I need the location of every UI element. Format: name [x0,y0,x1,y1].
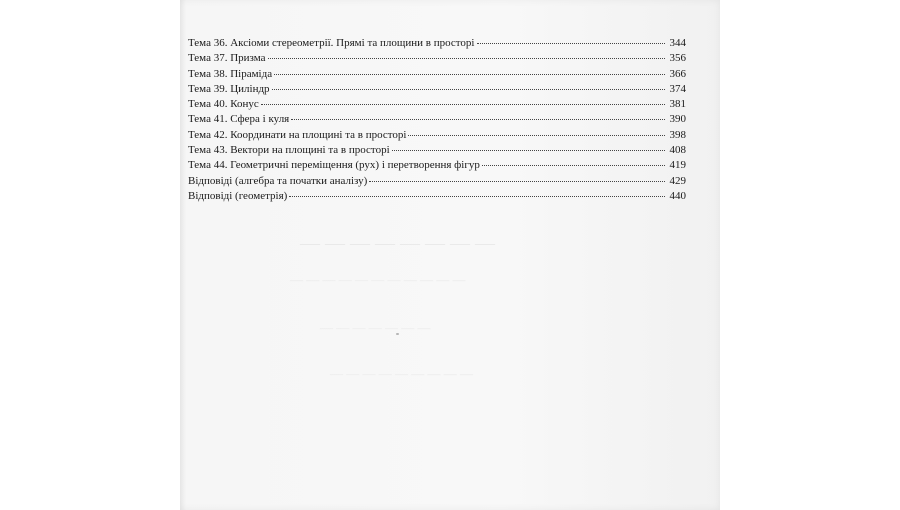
paper-speck [396,333,399,335]
toc-entry[interactable] [188,174,686,189]
toc-entry-page: 429 [669,174,686,187]
dot-leader [408,134,665,136]
toc-entry-page: 381 [669,98,686,111]
dot-leader [392,149,665,151]
dot-leader [274,73,665,75]
toc-entry-title: Тема 41. Сфера і куля [188,113,290,126]
bleed-through-text: — — — — — — — — [300,232,495,254]
dot-leader [291,118,665,120]
dot-leader [289,195,665,197]
toc-entry-page: 366 [669,67,686,80]
table-of-contents [188,36,686,204]
toc-entry[interactable] [188,143,686,158]
toc-entry-title: Тема 40. Конус [188,98,259,111]
toc-entry-title: Тема 36. Аксіоми стереометрії. Прямі та площини в просторі [188,37,475,49]
toc-entry[interactable] [188,97,686,112]
toc-entry-page: 440 [669,189,686,202]
toc-entry-page: 356 [669,52,686,65]
toc-entry-title: Тема 39. Циліндр [188,82,270,95]
dot-leader [268,57,666,59]
toc-entry-page: 374 [669,82,686,95]
dot-leader [482,164,665,166]
bleed-through-text: — — — — — — — — — — — [290,272,466,287]
toc-entry[interactable] [188,158,686,173]
toc-entry-title: Тема 38. Піраміда [188,67,273,80]
dot-leader [261,103,665,105]
toc-entry-page: 398 [669,128,686,141]
toc-entry-page: 408 [669,144,686,157]
toc-entry-title: Тема 44. Геометричні переміщення (рух) і перетворення фігур [188,159,480,172]
toc-entry[interactable] [188,51,686,66]
toc-entry[interactable] [188,36,686,51]
toc-entry-title: Тема 43. Вектори на площині та в просторі [188,144,390,157]
toc-entry[interactable] [188,112,686,127]
toc-entry-title: Відповіді (геометрія) [188,189,288,202]
document-page [180,0,720,510]
toc-entry-page: 390 [669,113,686,126]
toc-entry-page: 344 [669,37,686,49]
toc-entry[interactable] [188,82,686,97]
toc-entry[interactable] [188,67,686,82]
toc-entry[interactable] [188,128,686,143]
toc-entry[interactable] [188,189,686,204]
dot-leader [369,180,665,182]
toc-entry-title: Відповіді (алгебра та початки аналізу) [188,174,368,187]
bleed-through-text: — — — — — — — [320,320,431,335]
toc-entry-page: 419 [669,159,686,172]
bleed-through-text: — — — — — — — — — [330,366,473,381]
dot-leader [477,42,666,44]
dot-leader [272,88,665,90]
toc-entry-title: Тема 42. Координати на площині та в просторі [188,128,407,141]
toc-entry-title: Тема 37. Призма [188,52,266,65]
